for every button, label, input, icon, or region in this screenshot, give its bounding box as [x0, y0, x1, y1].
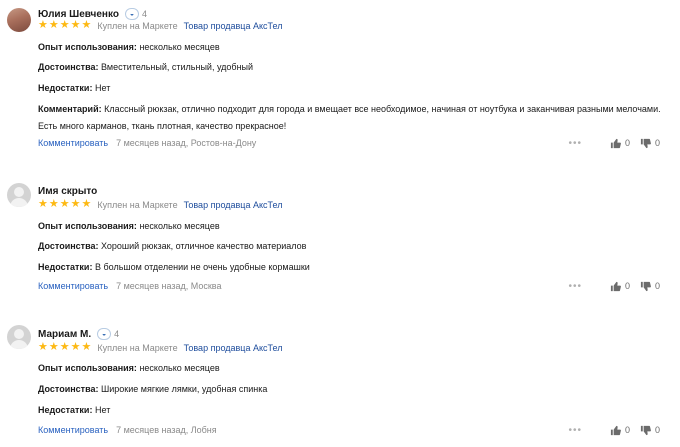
thumbs-up-icon — [610, 425, 621, 436]
bought-label: Куплен на Маркете — [97, 342, 178, 353]
thumbs-up-icon — [610, 138, 621, 149]
experience-row — [38, 41, 220, 54]
cons-value: Нет — [94, 405, 111, 415]
bought-label: Куплен на Маркете — [97, 20, 178, 31]
badge-count: 4 — [141, 9, 147, 19]
pros-value: Хороший рюкзак, отличное качество материалов — [101, 241, 307, 251]
dislike-count: 0 — [654, 281, 660, 291]
experience-row — [38, 362, 220, 375]
review-actions — [568, 425, 660, 436]
expert-badge-icon: ◒ — [125, 8, 139, 20]
review-meta — [38, 342, 282, 353]
cons-label: Недостатки: — [38, 83, 93, 93]
star-icon: ★ — [59, 19, 70, 31]
cons-row — [38, 82, 110, 95]
star-icon: ★ — [81, 341, 92, 353]
comment-button[interactable]: Комментировать — [38, 138, 109, 148]
review-meta — [38, 199, 282, 210]
expert-badge[interactable] — [125, 8, 147, 20]
cons-value: В большом отделении не очень удобные кормашки — [94, 262, 310, 272]
review-footer — [38, 138, 660, 148]
review-date: 7 месяцев назад, Лобня — [116, 425, 217, 435]
pros-label: Достоинства: — [38, 384, 99, 394]
avatar[interactable] — [7, 8, 31, 32]
cons-label: Недостатки: — [38, 262, 93, 272]
review-footer — [38, 281, 660, 291]
expert-badge[interactable] — [97, 328, 119, 340]
review-author — [38, 186, 97, 197]
author-name[interactable]: Мариам М. — [38, 328, 92, 340]
cons-label: Недостатки: — [38, 405, 93, 415]
avatar[interactable] — [7, 183, 31, 207]
star-icon: ★ — [48, 198, 59, 210]
star-icon: ★ — [59, 341, 70, 353]
comment-label: Комментарий: — [38, 104, 102, 114]
bought-label: Куплен на Маркете — [97, 199, 178, 210]
pros-row — [38, 240, 306, 253]
star-icon: ★ — [38, 19, 48, 31]
pros-value: Широкие мягкие лямки, удобная спинка — [101, 384, 268, 394]
dislike-button[interactable] — [640, 281, 660, 292]
review-actions — [568, 138, 660, 149]
cons-row — [38, 404, 110, 417]
review-actions — [568, 281, 660, 292]
pros-row — [38, 61, 253, 74]
review-meta — [38, 20, 282, 31]
thumbs-down-icon — [640, 281, 651, 292]
thumbs-up-icon — [610, 281, 621, 292]
dislike-button[interactable] — [640, 138, 660, 149]
experience-label: Опыт использования: — [38, 42, 137, 52]
pros-label: Достоинства: — [38, 62, 99, 72]
rating-stars — [38, 199, 91, 210]
comment-button[interactable]: Комментировать — [38, 281, 109, 291]
seller-link[interactable]: Товар продавца АксТел — [183, 342, 283, 353]
like-button[interactable] — [610, 281, 630, 292]
rating-stars — [38, 342, 91, 353]
rating-stars — [38, 20, 91, 31]
seller-link[interactable]: Товар продавца АксТел — [183, 20, 283, 31]
pros-row — [38, 383, 267, 396]
thumbs-down-icon — [640, 138, 651, 149]
pros-label: Достоинства: — [38, 241, 99, 251]
star-icon: ★ — [59, 198, 70, 210]
more-dots-icon[interactable]: ••• — [568, 424, 582, 436]
star-icon: ★ — [38, 198, 48, 210]
like-count: 0 — [624, 138, 630, 148]
review-footer — [38, 425, 660, 435]
dislike-button[interactable] — [640, 425, 660, 436]
badge-count: 4 — [114, 329, 120, 339]
star-icon: ★ — [48, 19, 59, 31]
review-date: 7 месяцев назад, Ростов-на-Дону — [116, 138, 257, 148]
like-button[interactable] — [610, 138, 630, 149]
experience-value: несколько месяцев — [139, 221, 220, 231]
experience-label: Опыт использования: — [38, 363, 137, 373]
review-author — [38, 328, 119, 340]
cons-value: Нет — [94, 83, 111, 93]
pros-value: Вместительный, стильный, удобный — [101, 62, 254, 72]
comment-value: Классный рюкзак, отлично подходит для города и вмещает все необходимое, начиная от ноутбука и заканчивая разными мелочами. Есть много карманов, ткань плотная, качество прекрасное! — [38, 104, 661, 131]
star-icon: ★ — [81, 19, 92, 31]
star-icon: ★ — [70, 341, 81, 353]
author-name[interactable]: Имя скрыто — [38, 186, 98, 197]
dislike-count: 0 — [654, 425, 660, 435]
like-button[interactable] — [610, 425, 630, 436]
author-name[interactable]: Юлия Шевченко — [38, 8, 119, 20]
dislike-count: 0 — [654, 138, 660, 148]
star-icon: ★ — [70, 19, 81, 31]
expert-badge-icon: ◒ — [97, 328, 111, 340]
more-dots-icon[interactable]: ••• — [568, 137, 582, 149]
like-count: 0 — [624, 425, 630, 435]
avatar[interactable] — [7, 325, 31, 349]
experience-value: несколько месяцев — [139, 42, 220, 52]
experience-row — [38, 220, 220, 233]
star-icon: ★ — [81, 198, 92, 210]
star-icon: ★ — [48, 341, 59, 353]
experience-label: Опыт использования: — [38, 221, 137, 231]
thumbs-down-icon — [640, 425, 651, 436]
star-icon: ★ — [38, 341, 48, 353]
comment-button[interactable]: Комментировать — [38, 425, 109, 435]
star-icon: ★ — [70, 198, 81, 210]
comment-row — [38, 101, 668, 135]
cons-row — [38, 261, 310, 274]
review-date: 7 месяцев назад, Москва — [116, 281, 222, 291]
more-dots-icon[interactable]: ••• — [568, 280, 582, 292]
like-count: 0 — [624, 281, 630, 291]
experience-value: несколько месяцев — [139, 363, 220, 373]
seller-link[interactable]: Товар продавца АксТел — [183, 199, 283, 210]
